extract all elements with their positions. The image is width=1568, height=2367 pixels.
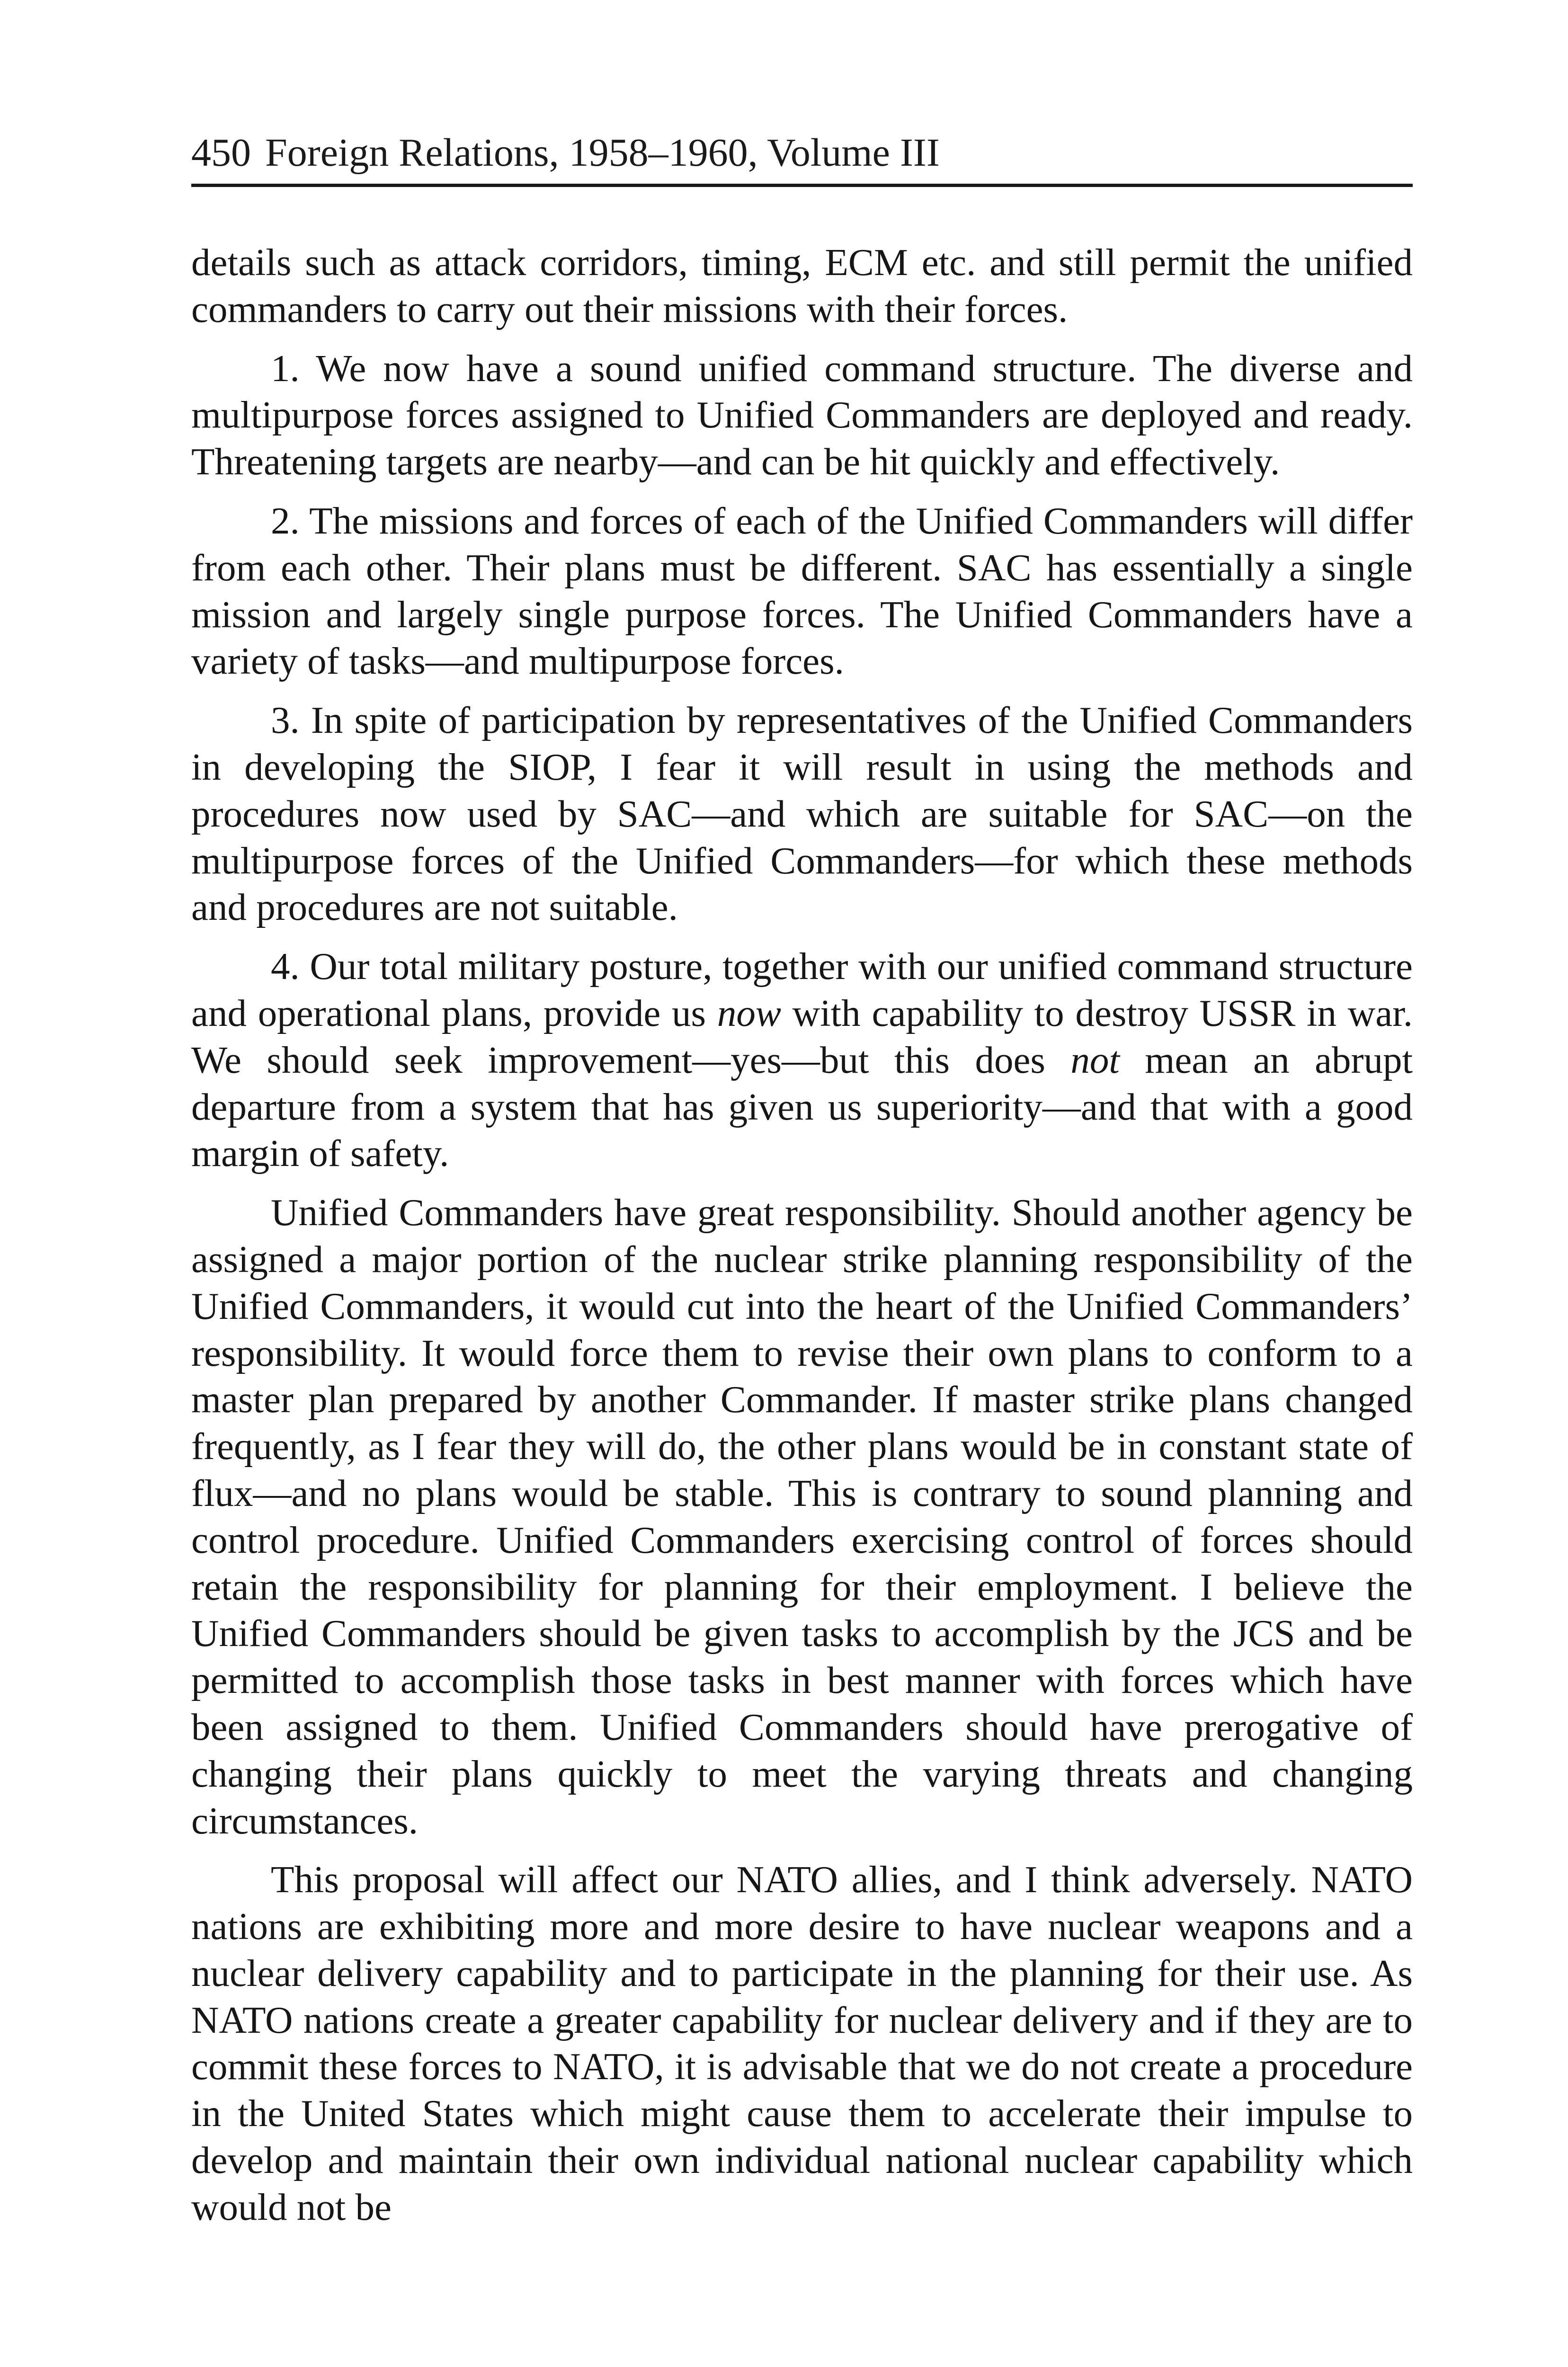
paragraph-point-1: 1. We now have a sound unified command structure. The diverse and multipurpose forces assigned to Unified Commanders are deployed and ready. Threatening targets are nearby—and can be hit quickly and effectively. <box>191 347 1413 483</box>
volume-title: Foreign Relations, 1958–1960, Volume III <box>265 131 940 175</box>
running-head-text <box>191 127 940 179</box>
header-rule <box>191 184 1413 187</box>
text-run: with capability to destroy USSR in war. We should seek improvement—yes—but this does <box>191 991 1413 1081</box>
running-head <box>191 127 1413 188</box>
paragraph-point-4 <box>191 943 1413 1177</box>
body-text <box>191 239 1413 2231</box>
paragraph-continuation: details such as attack corridors, timing, ECM etc. and still permit the unified commanders to carry out their missions with their forces. <box>191 241 1413 330</box>
emphasis-not: not <box>1070 1038 1120 1081</box>
emphasis-now: now <box>717 991 781 1034</box>
paragraph-point-3: 3. In spite of participation by representatives of the Unified Commanders in developing the SIOP, I fear it will result in using the methods and procedures now used by SAC—and which are suitable for SAC—on the multipurpose forces of the Unified Commanders—for which these methods and procedures are not suitable. <box>191 699 1413 929</box>
text-run: mean an abrupt departure from a system that has given us superiority—and that with a good margin of safety. <box>191 1038 1413 1175</box>
paragraph-point-2: 2. The missions and forces of each of the Unified Commanders will differ from each other. Their plans must be different. SAC has essentially a single mission and largely single purpose forces. The Unified Commanders have a variety of tasks—and multipurpose forces. <box>191 499 1413 683</box>
page-number: 450 <box>191 131 251 175</box>
paragraph-unified-commanders: Unified Commanders have great responsibility. Should another agency be assigned a major portion of the nuclear strike planning responsibility of the Unified Commanders, it would cut into the heart of the Unified Commanders’ responsibility. It would force them to revise their own plans to conform to a master plan prepared by another Commander. If master strike plans changed frequently, as I fear they will do, the other plans would be in constant state of flux—and no plans would be stable. This is contrary to sound planning and control procedure. Unified Commanders exercising control of forces should retain the responsibility for planning for their employment. I believe the Unified Commanders should be given tasks to accomplish by the JCS and be permitted to accomplish those tasks in best manner with forces which have been assigned to them. Unified Commanders should have prerogative of changing their plans quickly to meet the varying threats and changing circumstances. <box>191 1191 1413 1842</box>
paragraph-nato-allies: This proposal will affect our NATO allies, and I think adversely. NATO nations are exhibiting more and more desire to have nuclear weapons and a nuclear delivery capability and to participate in the planning for their use. As NATO nations create a greater capability for nuclear delivery and if they are to commit these forces to NATO, it is advisable that we do not create a procedure in the United States which might cause them to accelerate their impulse to develop and maintain their own individual national nuclear capability which would not be <box>191 1858 1413 2228</box>
text-run: 4. Our total military posture, together with our unified command structure and operational plans, provide us <box>191 945 1413 1034</box>
